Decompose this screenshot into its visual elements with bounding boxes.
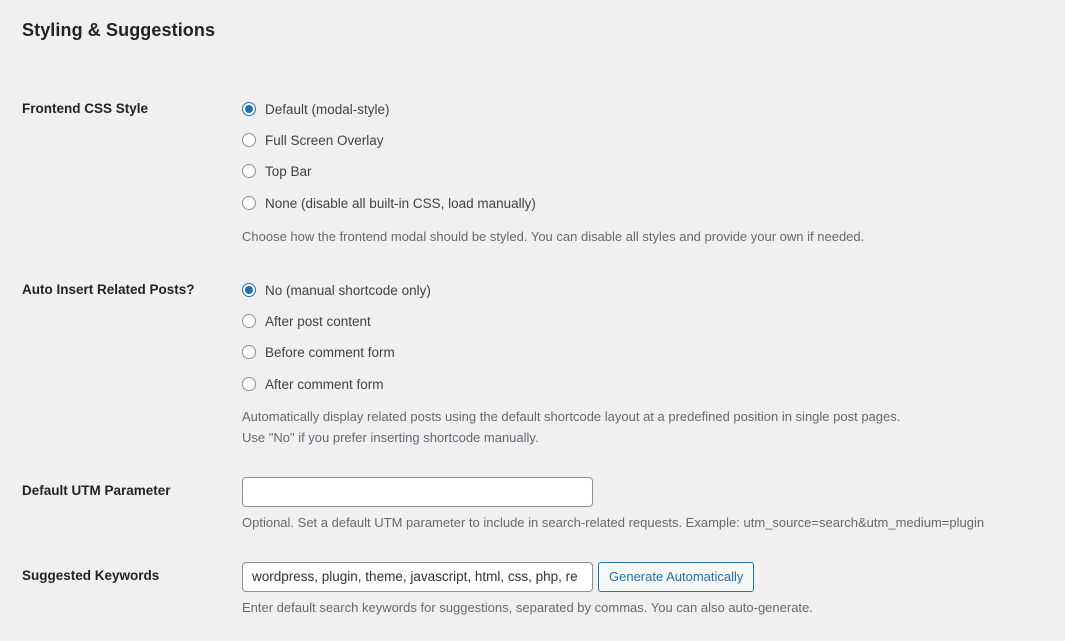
radio-circle[interactable] [242, 196, 256, 210]
radio-label: Top Bar [265, 163, 312, 179]
radio-label: Full Screen Overlay [265, 132, 384, 148]
radio-default-modal-style[interactable] [242, 99, 390, 119]
generate-automatically-button[interactable]: Generate Automatically [598, 562, 754, 592]
radio-label: Before comment form [265, 344, 395, 360]
auto-insert-label: Auto Insert Related Posts? [22, 282, 195, 297]
auto-insert-description-line2: Use "No" if you prefer inserting shortcode manually. [242, 430, 539, 445]
radio-no-manual-shortcode[interactable] [242, 280, 431, 300]
radio-before-comment-form[interactable] [242, 342, 395, 362]
radio-label: No (manual shortcode only) [265, 282, 431, 298]
utm-parameter-label: Default UTM Parameter [22, 483, 171, 498]
radio-circle[interactable] [242, 283, 256, 297]
page-title: Styling & Suggestions [22, 20, 216, 40]
radio-none-disable-css[interactable] [242, 193, 536, 213]
radio-label: After post content [265, 313, 371, 329]
radio-after-post-content[interactable] [242, 311, 371, 331]
utm-parameter-description: Optional. Set a default UTM parameter to include in search-related requests. Example: utm_source=search&utm_medium=plugin [242, 515, 985, 530]
radio-circle[interactable] [242, 133, 256, 147]
frontend-css-description: Choose how the frontend modal should be styled. You can disable all styles and provide your own if needed. [242, 229, 865, 244]
radio-circle[interactable] [242, 102, 256, 116]
suggested-keywords-description: Enter default search keywords for suggestions, separated by commas. You can also auto-generate. [242, 600, 813, 615]
radio-circle[interactable] [242, 345, 256, 359]
frontend-css-style-label: Frontend CSS Style [22, 101, 149, 116]
radio-circle[interactable] [242, 377, 256, 391]
radio-label: After comment form [265, 376, 384, 392]
suggested-keywords-label: Suggested Keywords [22, 568, 160, 583]
radio-circle[interactable] [242, 314, 256, 328]
radio-circle[interactable] [242, 164, 256, 178]
auto-insert-description-line1: Automatically display related posts using the default shortcode layout at a predefined position in single post pages. [242, 409, 901, 424]
radio-full-screen-overlay[interactable] [242, 130, 384, 150]
radio-label: Default (modal-style) [265, 101, 390, 117]
radio-top-bar[interactable] [242, 161, 312, 181]
utm-parameter-input[interactable] [242, 477, 593, 507]
radio-label: None (disable all built-in CSS, load manually) [265, 195, 536, 211]
suggested-keywords-input[interactable]: wordpress, plugin, theme, javascript, html, css, php, re [242, 562, 593, 592]
radio-after-comment-form[interactable] [242, 374, 384, 394]
